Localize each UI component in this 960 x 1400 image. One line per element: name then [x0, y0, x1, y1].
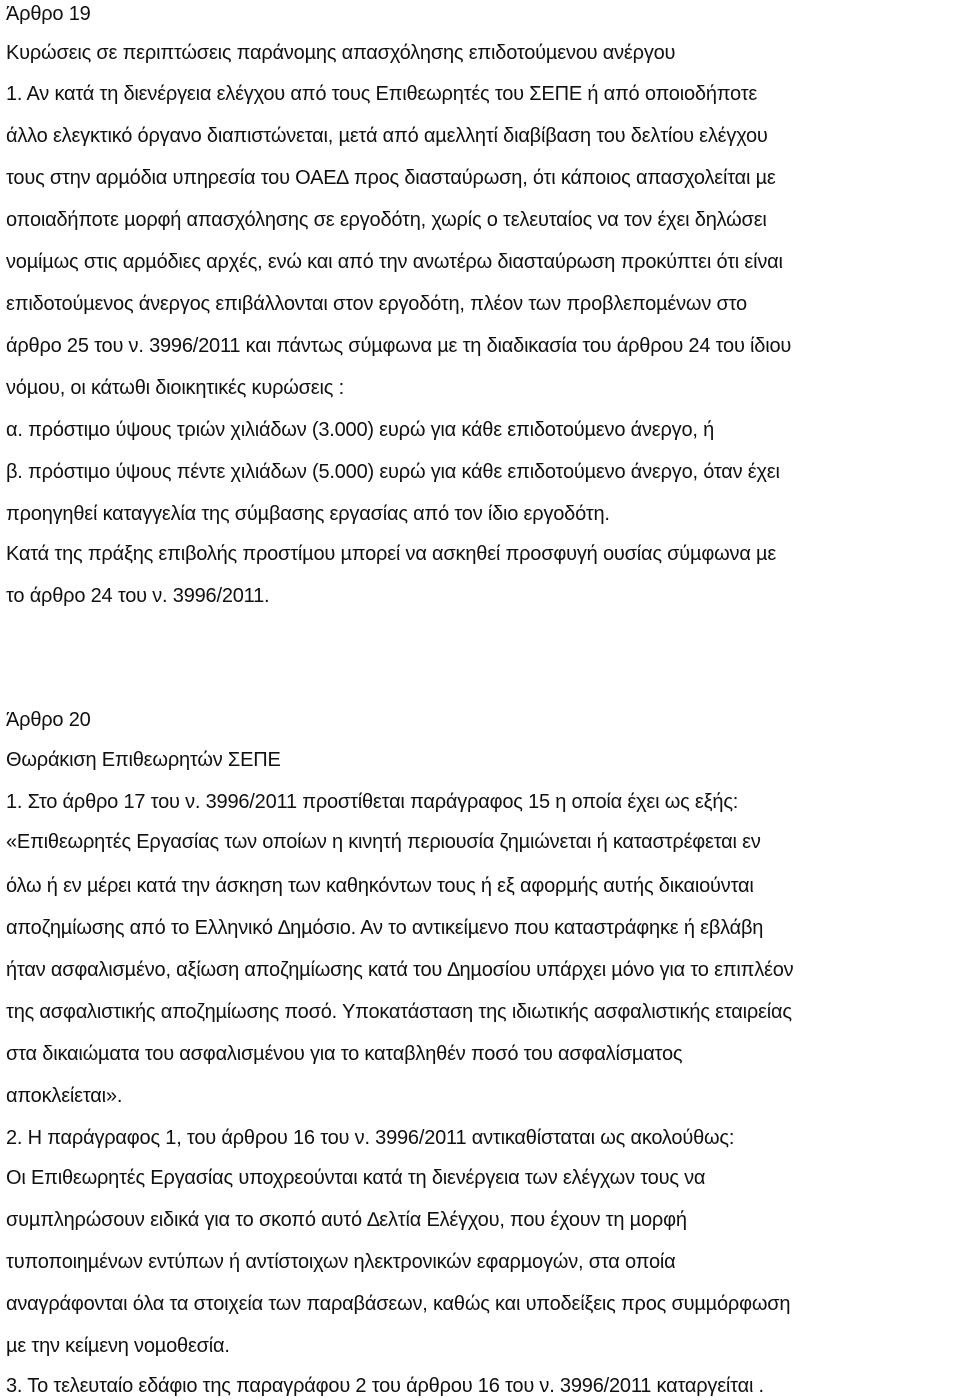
text-line: επιδοτούµενος άνεργος επιβάλλονται στον εργοδότη, πλέον των προβλεποµένων στο: [6, 293, 747, 315]
text-line: τυποποιηµένων εντύπων ή αντίστοιχων ηλεκτρονικών εφαρµογών, στα οποία: [6, 1251, 676, 1273]
text-line: το άρθρο 24 του ν. 3996/2011.: [6, 585, 270, 607]
text-line: 1. Στο άρθρο 17 του ν. 3996/2011 προστίθεται παράγραφος 15 η οποία έχει ως εξής:: [6, 791, 739, 813]
text-line: οποιαδήποτε µορφή απασχόλησης σε εργοδότη, χωρίς ο τελευταίος να τον έχει δηλώσει: [6, 209, 767, 231]
text-line: 2. Η παράγραφος 1, του άρθρου 16 του ν. 3996/2011 αντικαθίσταται ως ακολούθως:: [6, 1127, 735, 1149]
text-line: ήταν ασφαλισµένο, αξίωση αποζηµίωσης κατά του ∆ηµοσίου υπάρχει µόνο για το επιπλέον: [6, 959, 794, 981]
article-19-heading: Άρθρο 19: [6, 3, 91, 25]
text-line: «Επιθεωρητές Εργασίας των οποίων η κινητή περιουσία ζηµιώνεται ή καταστρέφεται εν: [6, 831, 761, 853]
text-line: στα δικαιώµατα του ασφαλισµένου για το καταβληθέν ποσό του ασφαλίσµατος: [6, 1043, 683, 1065]
text-line: αναγράφονται όλα τα στοιχεία των παραβάσεων, καθώς και υποδείξεις προς συµµόρφωση: [6, 1293, 791, 1315]
text-line: προηγηθεί καταγγελία της σύµβασης εργασίας από τον ίδιο εργοδότη.: [6, 503, 610, 525]
text-line: τους στην αρµόδια υπηρεσία του ΟΑΕ∆ προς διασταύρωση, ότι κάποιος απασχολείται µε: [6, 167, 776, 189]
text-line: συµπληρώσουν ειδικά για το σκοπό αυτό ∆ελτία Ελέγχου, που έχουν τη µορφή: [6, 1209, 687, 1231]
text-line: νόµου, οι κάτωθι διοικητικές κυρώσεις :: [6, 377, 344, 399]
text-line: Κατά της πράξης επιβολής προστίµου µπορεί να ασκηθεί προσφυγή ουσίας σύµφωνα µε: [6, 543, 777, 565]
text-line: της ασφαλιστικής αποζηµίωσης ποσό. Υποκατάσταση της ιδιωτικής ασφαλιστικής εταιρείας: [6, 1001, 792, 1023]
text-line: 3. Το τελευταίο εδάφιο της παραγράφου 2 του άρθρου 16 του ν. 3996/2011 καταργείται .: [6, 1375, 764, 1397]
article-19-title: Κυρώσεις σε περιπτώσεις παράνοµης απασχόλησης επιδοτούµενου ανέργου: [6, 42, 676, 64]
text-line: Οι Επιθεωρητές Εργασίας υποχρεούνται κατά τη διενέργεια των ελέγχων τους να: [6, 1167, 706, 1189]
text-line: αποζηµίωσης από το Ελληνικό ∆ηµόσιο. Αν το αντικείµενο που καταστράφηκε ή εβλάβη: [6, 917, 764, 939]
text-line: 1. Αν κατά τη διενέργεια ελέγχου από τους Επιθεωρητές του ΣΕΠΕ ή από οποιοδήποτε: [6, 83, 758, 105]
text-line: όλω ή εν µέρει κατά την άσκηση των καθηκόντων τους ή εξ αφορµής αυτής δικαιούνται: [6, 875, 754, 897]
text-line: µε την κείµενη νοµοθεσία.: [6, 1335, 230, 1357]
text-line: άλλο ελεγκτικό όργανο διαπιστώνεται, µετά από αµελλητί διαβίβαση του δελτίου ελέγχου: [6, 125, 768, 147]
text-line: νοµίµως στις αρµόδιες αρχές, ενώ και από την ανωτέρω διασταύρωση προκύπτει ότι είναι: [6, 251, 783, 273]
article-20-title: Θωράκιση Επιθεωρητών ΣΕΠΕ: [6, 749, 281, 771]
text-line: αποκλείεται».: [6, 1085, 123, 1107]
text-line: άρθρο 25 του ν. 3996/2011 και πάντως σύµφωνα µε τη διαδικασία του άρθρου 24 του ίδιου: [6, 335, 792, 357]
article-20-heading: Άρθρο 20: [6, 709, 91, 731]
text-line: β. πρόστιµο ύψους πέντε χιλιάδων (5.000) ευρώ για κάθε επιδοτούµενο άνεργο, όταν έχει: [6, 461, 780, 483]
text-line: α. πρόστιµο ύψους τριών χιλιάδων (3.000) ευρώ για κάθε επιδοτούµενο άνεργο, ή: [6, 419, 715, 441]
